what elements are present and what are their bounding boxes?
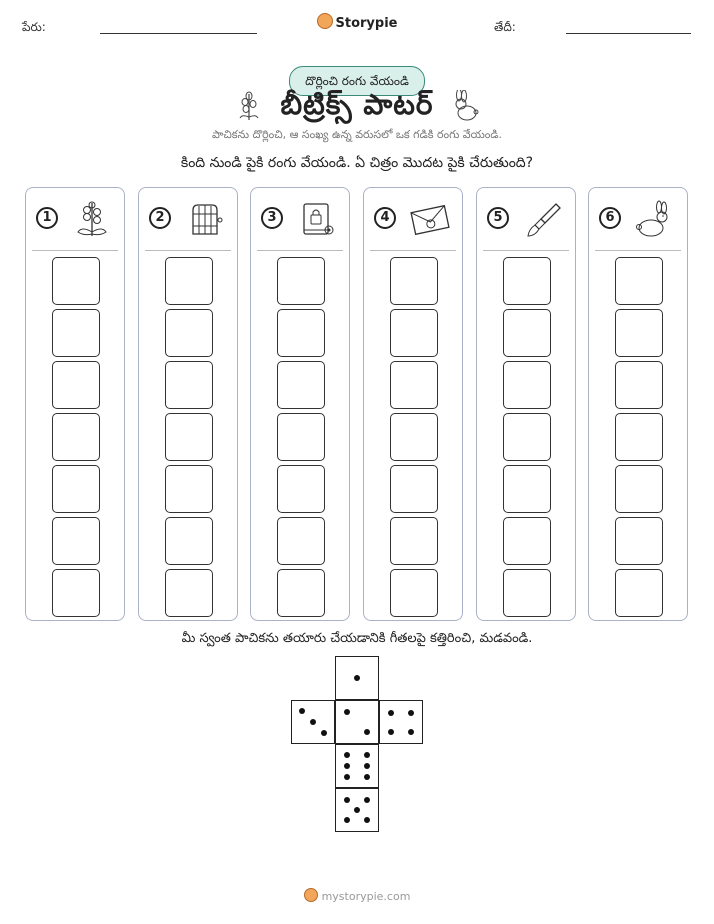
rabbit-icon xyxy=(635,200,675,240)
paintbrush-icon xyxy=(523,200,563,240)
color-box[interactable] xyxy=(277,361,325,409)
column-3 xyxy=(250,187,350,621)
die-face-2 xyxy=(335,700,379,744)
column-divider xyxy=(370,250,456,251)
color-box[interactable] xyxy=(390,465,438,513)
color-box[interactable] xyxy=(165,465,213,513)
color-box[interactable] xyxy=(615,465,663,513)
color-box[interactable] xyxy=(390,569,438,617)
envelope-letter-icon xyxy=(410,200,450,240)
instruction-text: కింది నుండి పైకి రంగు వేయండి. ఏ చిత్రం మొదట పైకి చేరుతుంది? xyxy=(180,155,534,171)
color-box[interactable] xyxy=(277,257,325,305)
die-face-3 xyxy=(291,700,335,744)
column-4 xyxy=(363,187,463,621)
column-5 xyxy=(476,187,576,621)
column-number: 6 xyxy=(599,207,621,229)
color-box[interactable] xyxy=(277,413,325,461)
color-box[interactable] xyxy=(277,517,325,565)
color-box[interactable] xyxy=(390,257,438,305)
color-box[interactable] xyxy=(615,413,663,461)
color-box[interactable] xyxy=(615,309,663,357)
die-face-5 xyxy=(335,788,379,832)
color-box[interactable] xyxy=(503,309,551,357)
color-box[interactable] xyxy=(165,309,213,357)
color-box[interactable] xyxy=(165,257,213,305)
color-box[interactable] xyxy=(165,413,213,461)
color-box[interactable] xyxy=(615,361,663,409)
subtitle: పాచికను దొర్లించి, ఆ సంఖ్య ఉన్న వరుసలో ఒక గడికి రంగు వేయండి. xyxy=(212,128,502,141)
storypie-logo-icon xyxy=(304,888,318,902)
color-box[interactable] xyxy=(615,517,663,565)
storypie-logo-icon xyxy=(317,13,333,29)
date-line xyxy=(566,33,691,34)
column-divider xyxy=(257,250,343,251)
color-box[interactable] xyxy=(277,465,325,513)
color-box[interactable] xyxy=(165,569,213,617)
footer-url[interactable]: mystorypie.com xyxy=(321,890,411,903)
column-2 xyxy=(138,187,238,621)
die-face-4 xyxy=(379,700,423,744)
name-line xyxy=(100,33,257,34)
column-number: 2 xyxy=(149,207,171,229)
color-box[interactable] xyxy=(52,517,100,565)
color-box[interactable] xyxy=(615,257,663,305)
color-box[interactable] xyxy=(503,517,551,565)
column-divider xyxy=(145,250,231,251)
column-number: 1 xyxy=(36,207,58,229)
foxglove-flower-icon xyxy=(72,200,112,240)
color-box[interactable] xyxy=(503,569,551,617)
column-number: 3 xyxy=(261,207,283,229)
color-box[interactable] xyxy=(503,465,551,513)
color-box[interactable] xyxy=(52,361,100,409)
color-box[interactable] xyxy=(52,257,100,305)
brand-name: Storypie xyxy=(335,16,398,31)
die-face-6 xyxy=(335,744,379,788)
locked-book-icon xyxy=(297,200,337,240)
color-box[interactable] xyxy=(503,361,551,409)
color-box[interactable] xyxy=(390,413,438,461)
color-box[interactable] xyxy=(615,569,663,617)
color-box[interactable] xyxy=(52,309,100,357)
color-box[interactable] xyxy=(165,517,213,565)
activity-badge: దొర్లించి రంగు వేయండి xyxy=(289,66,425,96)
column-6 xyxy=(588,187,688,621)
column-number: 5 xyxy=(487,207,509,229)
die-face-1 xyxy=(335,656,379,700)
color-box[interactable] xyxy=(52,413,100,461)
garden-gate-icon xyxy=(185,200,225,240)
color-box[interactable] xyxy=(52,569,100,617)
color-box[interactable] xyxy=(503,413,551,461)
column-number: 4 xyxy=(374,207,396,229)
column-1 xyxy=(25,187,125,621)
column-divider xyxy=(595,250,681,251)
column-divider xyxy=(32,250,118,251)
color-box[interactable] xyxy=(390,309,438,357)
color-box[interactable] xyxy=(277,569,325,617)
name-label: పేరు: xyxy=(22,20,46,34)
color-box[interactable] xyxy=(277,309,325,357)
page-title: బీట్రిక్స్ పాటర్ xyxy=(280,88,434,121)
color-box[interactable] xyxy=(165,361,213,409)
color-box[interactable] xyxy=(390,517,438,565)
brand-logo xyxy=(0,13,714,31)
color-box[interactable] xyxy=(390,361,438,409)
footer xyxy=(0,888,714,903)
column-divider xyxy=(483,250,569,251)
cut-instruction: మీ స్వంత పాచికను తయారు చేయడానికి గీతలపై కత్తిరించి, మడవండి. xyxy=(181,631,533,646)
color-box[interactable] xyxy=(503,257,551,305)
rabbit-decoration-icon xyxy=(449,90,479,122)
color-box[interactable] xyxy=(52,465,100,513)
date-label: తేదీ: xyxy=(494,20,516,34)
